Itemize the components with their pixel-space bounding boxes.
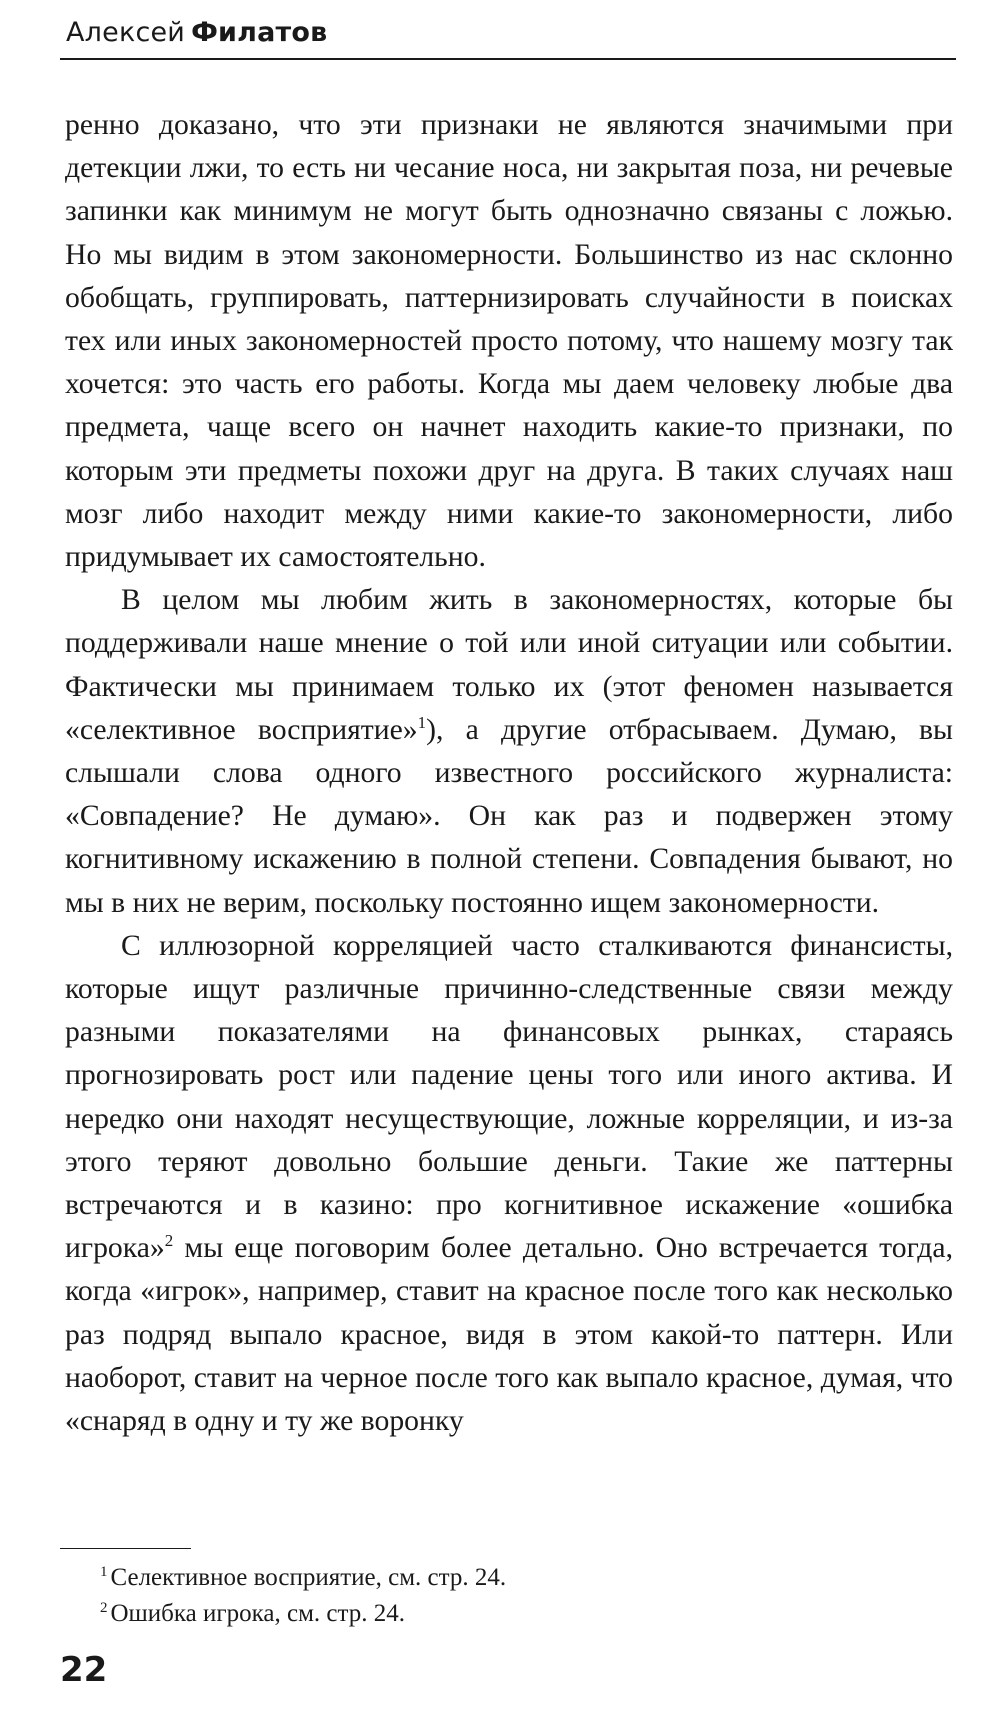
footnote-1-text: Селективное восприятие, см. стр. 24. — [110, 1564, 507, 1591]
footnote-ref-1: 1 — [417, 712, 427, 732]
footnote-2 — [100, 1596, 700, 1632]
paragraph-2 — [65, 579, 953, 925]
footnote-ref-2: 2 — [164, 1231, 174, 1251]
footnote-rule — [60, 1548, 191, 1549]
footnote-2-text: Ошибка игрока, см. стр. 24. — [110, 1600, 406, 1627]
author-last-name: Филатов — [191, 17, 328, 48]
footnote-1-mark: 1 — [100, 1564, 108, 1580]
paragraph-3-text-start: С иллюзорной корреляцией часто сталкиваются финансисты, которые ищут различные причинно-следственные связи между разными показателями на финансовых рынках, стараясь прогнозировать рост или падение цены того или иного актива. И нередко они находят несуществующие, ложные корреляции, и из-за этого теряют довольно большие деньги. Такие же паттерны встречаются и в казино: про когнитивное искажение «ошибка игрока» — [65, 929, 953, 1265]
footnote-1 — [100, 1560, 700, 1596]
page-number: 22 — [60, 1650, 108, 1690]
paragraph-3 — [65, 925, 953, 1443]
paragraph-1: ренно доказано, что эти признаки не являются значимыми при детекции лжи, то есть ни чесание носа, ни закрытая поза, ни речевые запинки как минимум не могут быть однозначно связаны с ложью. Но мы видим в этом закономерности. Большинство из нас склонно обобщать, группировать, паттернизировать случайности в поисках тех или иных закономерностей просто потому, что нашему мозгу так хочется: это часть его работы. Когда мы даем человеку любые два предмета, чаще всего он начнет находить какие-то признаки, по которым эти предметы похожи друг на друга. В таких случаях наш мозг либо находит между ними какие-то закономерности, либо придумывает их самостоятельно. — [65, 109, 953, 574]
header-rule — [60, 58, 956, 60]
footnotes — [100, 1560, 700, 1632]
running-head — [66, 14, 327, 52]
body-text — [65, 104, 953, 1443]
paragraph-3-text-end: мы еще поговорим более детально. Оно встречается тогда, когда «игрок», например, ставит на красное после того как несколько раз подряд выпало красное, видя в этом какой-то паттерн. Или наоборот, ставит на черное после того как выпало красное, думая, что «снаряд в одну и ту же воронку — [65, 1232, 953, 1438]
paragraph-2-text-start: В целом мы любим жить в закономерностях, которые бы поддерживали наше мнение о той или иной ситуации или событии. Фактически мы принимаем только их (этот феномен называется «селективное восприятие» — [65, 584, 953, 746]
footnote-2-mark: 2 — [100, 1600, 108, 1616]
author-first-name: Алексей — [66, 17, 186, 48]
paragraph-2-text-end: ), а другие отбрасываем. Думаю, вы слышали слова одного известного российского журналиста: «Совпадение? Не думаю». Он как раз и подвержен этому когнитивному искажению в полной степени. Совпадения бывают, но мы в них не верим, поскольку постоянно ищем закономерности. — [65, 713, 954, 919]
